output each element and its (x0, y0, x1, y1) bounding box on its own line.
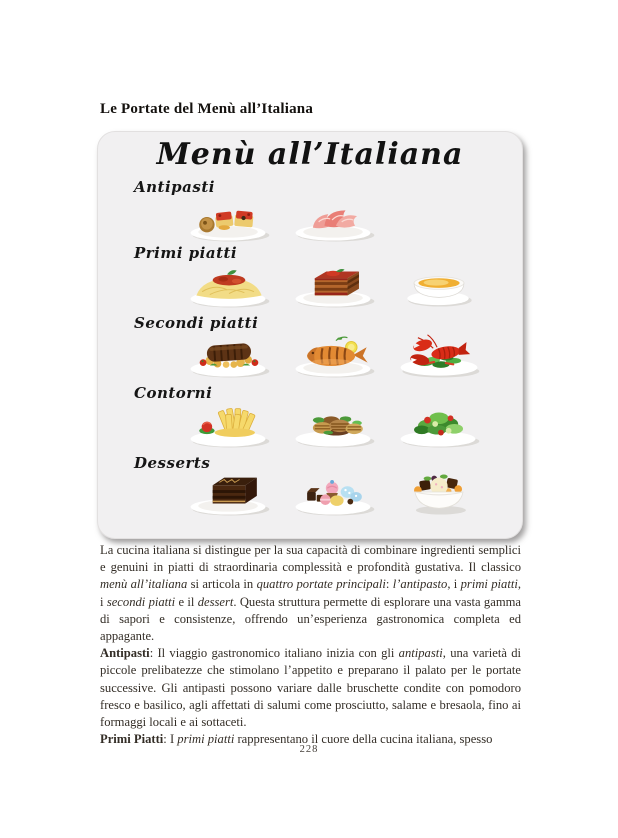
menu-card (97, 131, 523, 539)
antipasti-plates-row (181, 192, 382, 244)
lobster-plate-image (391, 328, 487, 380)
french-fries-plate-image (181, 398, 277, 450)
lobster-icon (391, 328, 487, 380)
desserts-plates-row (181, 466, 487, 518)
prosciutto-plate-image (286, 192, 382, 244)
spaghetti-plate-image (181, 258, 277, 310)
page-title: Le Portate del Menù all’Italiana (100, 101, 314, 117)
bruschetta-plate-image (181, 192, 277, 244)
roast-meat-icon (181, 328, 277, 380)
paragraph-antipasti (100, 645, 521, 731)
bruschetta-icon (181, 192, 277, 244)
text-run-italic: menù all’italiana (100, 577, 188, 592)
fruit-dessert-bowl-image (391, 466, 487, 518)
green-salad-plate-image (391, 398, 487, 450)
pastries-icon (286, 466, 382, 518)
text-run-italic: secondi piatti (106, 594, 176, 609)
text-run-italic: primi piatti (177, 732, 235, 747)
grilled-fish-icon (286, 328, 382, 380)
text-run-bold: Antipasti (100, 646, 150, 661)
text-run-italic: l’antipasto (392, 577, 448, 592)
grilled-vegetables-plate-image (286, 398, 382, 450)
chocolate-cake-plate-image (181, 466, 277, 518)
soup-bowl-image (391, 258, 487, 310)
pastries-plate-image (286, 466, 382, 518)
text-run: , i (447, 577, 461, 592)
fruit-dessert-bowl-icon (391, 466, 487, 518)
text-run: . Questa struttura permette di esplorare una vasta gamma di sapori e consistenze, offrendo un’esperienza gastronomica completa ed appagante. (100, 594, 521, 644)
grilled-fish-plate-image (286, 328, 382, 380)
section-label-antipasti: Antipasti (134, 178, 215, 196)
lasagna-icon (286, 258, 382, 310)
page-number: 228 (299, 744, 319, 755)
secondi-piatti-plates-row (181, 328, 487, 380)
body-text (100, 542, 521, 748)
menu-card-title: Menù all’Italiana (156, 137, 464, 172)
lasagna-plate-image (286, 258, 382, 310)
text-run: si articola in (187, 577, 257, 592)
text-run-italic: antipasti (398, 646, 443, 661)
text-run: : I (163, 732, 178, 747)
soup-icon (391, 258, 487, 310)
section-label-primi-piatti: Primi piatti (134, 244, 238, 262)
text-run-italic: dessert (197, 594, 234, 609)
text-run-italic: primi piatti (460, 577, 518, 592)
text-run: e il (175, 594, 198, 609)
primi-piatti-plates-row (181, 258, 487, 310)
paragraph-intro (100, 542, 521, 645)
text-run: , una varietà di piccole prelibatezze che stimolano l’appetito e preparano il palato per le portate successive. Gli antipasti possono variare dalle bruschette condite con pomodoro fresco e basilico, agli affettati di salumi come prosciutto, salame e bresaola, fino ai formaggi locali e ai sottaceti. (100, 646, 521, 730)
roast-meat-plate-image (181, 328, 277, 380)
green-salad-icon (391, 398, 487, 450)
contorni-plates-row (181, 398, 487, 450)
text-run-italic: quattro portate principali (256, 577, 386, 592)
chocolate-cake-icon (181, 466, 277, 518)
text-run: : Il viaggio gastronomico italiano inizia con gli (149, 646, 399, 661)
spaghetti-icon (181, 258, 277, 310)
prosciutto-icon (286, 192, 382, 244)
section-label-desserts: Desserts (134, 454, 211, 472)
text-run-bold: Primi Piatti (100, 732, 164, 747)
text-run: rappresentano il cuore della cucina italiana, spesso (234, 732, 493, 747)
section-label-secondi-piatti: Secondi piatti (134, 314, 259, 332)
text-run: , i (100, 577, 521, 609)
grilled-vegetables-icon (286, 398, 382, 450)
text-run: La cucina italiana si distingue per la sua capacità di combinare ingredienti semplici e genuini in piatti di straordinaria complessità e profondità gustativa. Il classico (100, 543, 521, 575)
section-label-contorni: Contorni (134, 384, 213, 402)
text-run: : (385, 577, 393, 592)
french-fries-icon (181, 398, 277, 450)
